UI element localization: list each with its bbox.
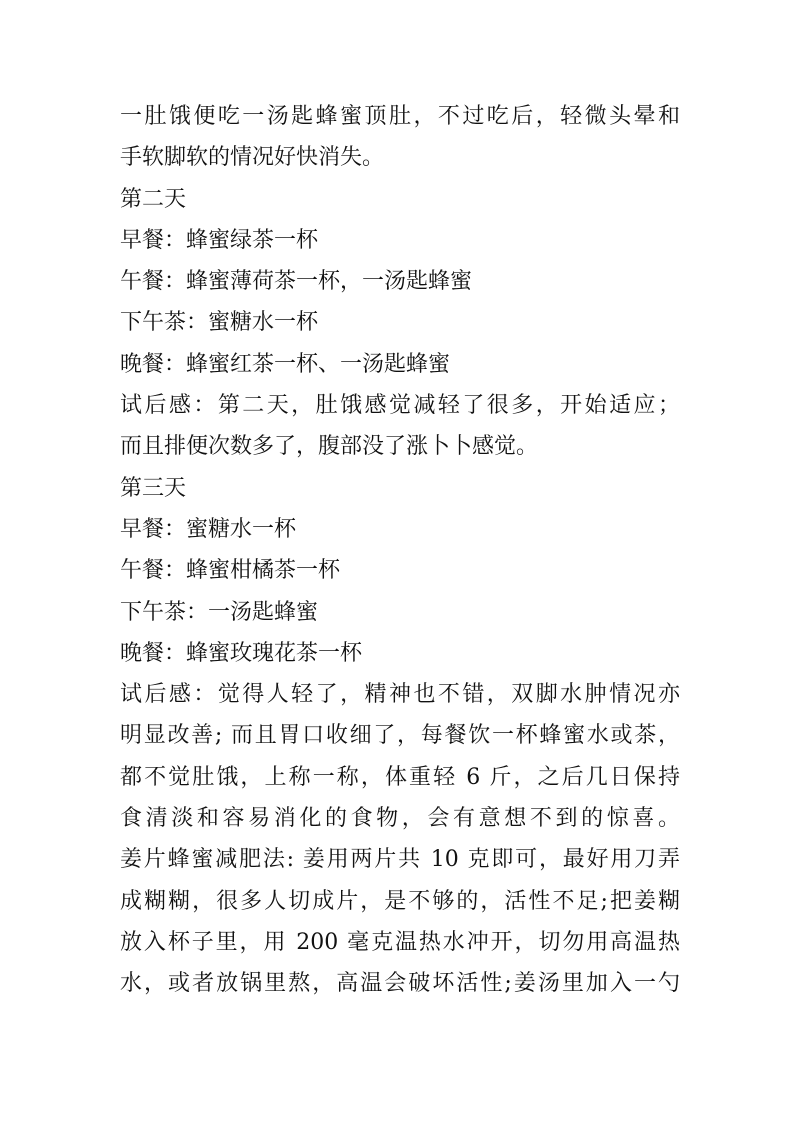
text-line: 手软脚软的情况好快消失。: [120, 145, 385, 171]
text-line: 食清淡和容易消化的食物，会有意想不到的惊喜。: [120, 806, 680, 832]
text-line: 姜片蜂蜜减肥法: 姜用两片共 10 克即可，最好用刀弄: [120, 847, 680, 873]
text-line: 午餐：蜂蜜薄荷茶一杯，一汤匙蜂蜜: [120, 269, 473, 295]
text-line: 早餐：蜂蜜绿茶一杯: [120, 227, 319, 253]
text-line: 水，或者放锅里熬，高温会破坏活性;姜汤里加入一勺: [120, 971, 680, 997]
text-line: 早餐：蜜糖水一杯: [120, 516, 297, 542]
text-line: 明显改善; 而且胃口收细了，每餐饮一杯蜂蜜水或茶，: [120, 723, 680, 749]
text-line: 试后感：觉得人轻了，精神也不错，双脚水肿情况亦: [120, 682, 680, 708]
text-line: 试后感：第二天，肚饿感觉减轻了很多，开始适应；: [120, 393, 680, 419]
text-line: 下午茶：蜜糖水一杯: [120, 310, 319, 336]
text-line: 一肚饿便吃一汤匙蜂蜜顶肚，不过吃后，轻微头晕和: [120, 104, 680, 129]
section-heading-day-three: 第三天: [120, 475, 187, 501]
text-line: 都不觉肚饿，上称一称，体重轻 6 斤，之后几日保持: [120, 764, 680, 790]
text-line: 晚餐：蜂蜜红茶一杯、一汤匙蜂蜜: [120, 351, 451, 377]
text-line: 晚餐：蜂蜜玫瑰花茶一杯: [120, 640, 363, 666]
text-line: 午餐：蜂蜜柑橘茶一杯: [120, 558, 341, 584]
text-line: 放入杯子里，用 200 毫克温热水冲开，切勿用高温热: [120, 929, 680, 955]
text-line: 成糊糊，很多人切成片，是不够的，活性不足;把姜糊: [120, 888, 680, 914]
text-line: 下午茶：一汤匙蜂蜜: [120, 599, 319, 625]
text-line: 而且排便次数多了，腹部没了涨卜卜感觉。: [120, 434, 539, 460]
section-heading-day-two: 第二天: [120, 186, 187, 212]
document-body: [120, 96, 680, 1005]
